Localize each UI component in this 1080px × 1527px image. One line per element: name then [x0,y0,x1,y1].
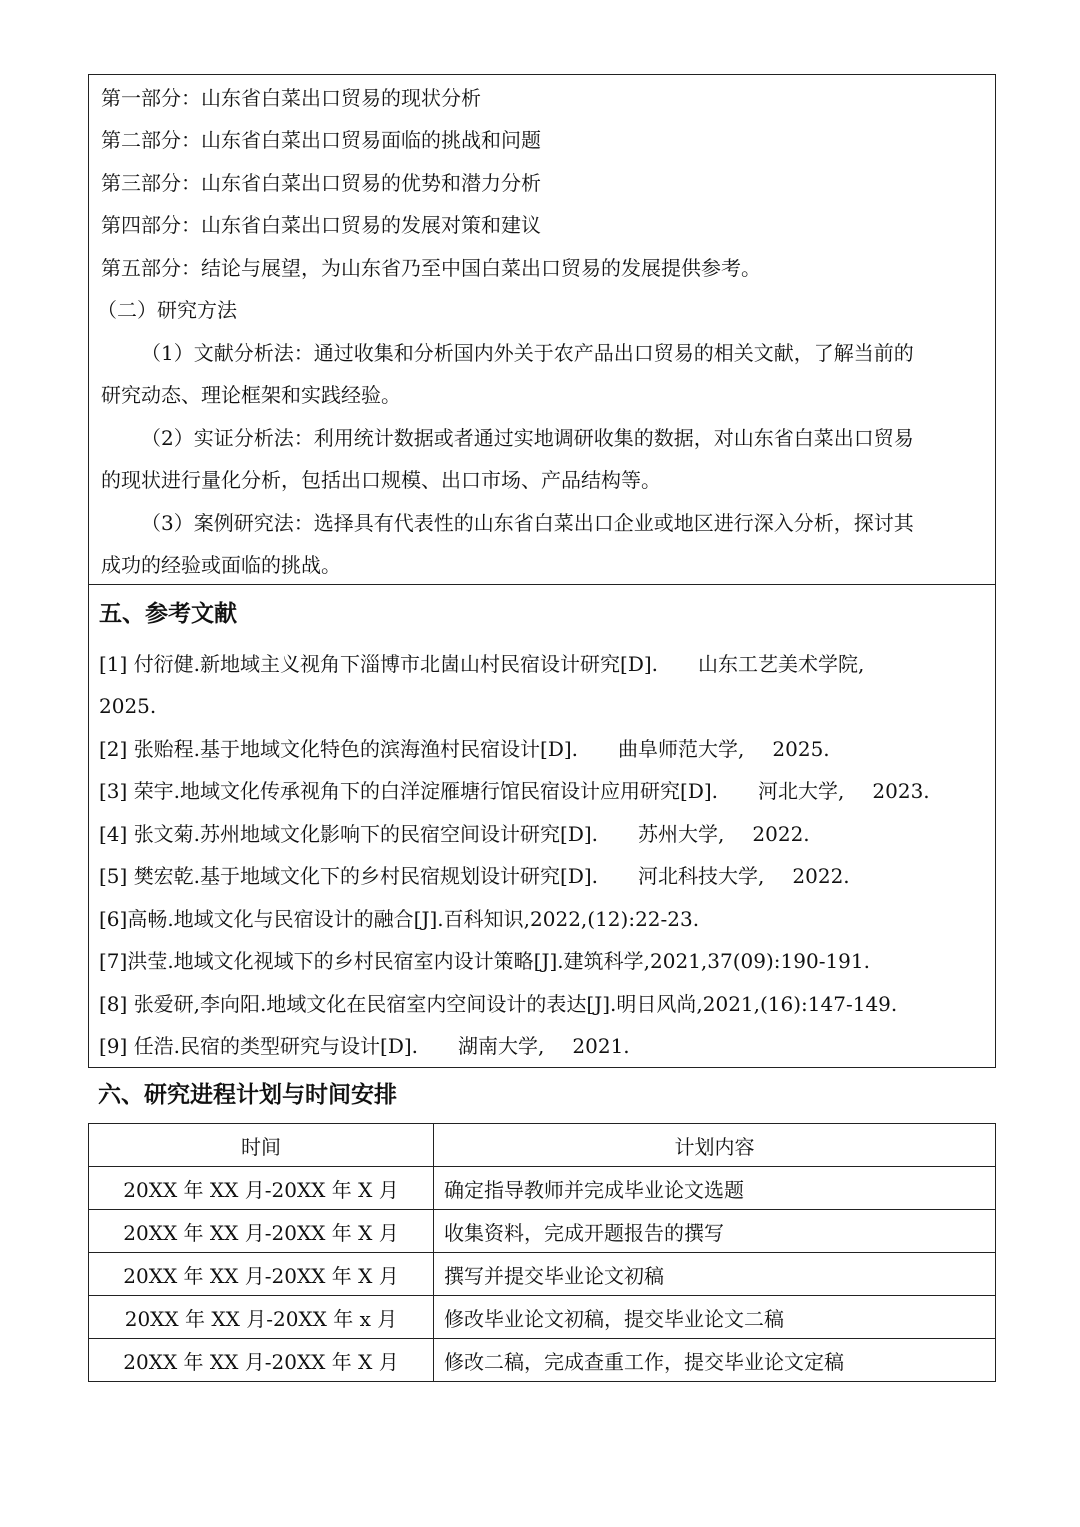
reference-item: [7]洪莹.地域文化视域下的乡村民宿室内设计策略[J].建筑科学,2021,37(09):190-191. [99,949,870,973]
reference-item: [1] 付衍健.新地域主义视角下淄博市北崮山村民宿设计研究[D]. 山东工艺美术学院, [99,652,865,676]
column-header-plan: 计划内容 [434,1124,996,1167]
table-row [89,1253,996,1296]
schedule-plan-cell: 收集资料，完成开题报告的撰写 [434,1210,996,1253]
table-row [89,1167,996,1210]
schedule-plan-cell: 修改二稿，完成查重工作，提交毕业论文定稿 [434,1339,996,1382]
method-line-3: （2）实证分析法：利用统计数据或者通过实地调研收集的数据，对山东省白菜出口贸易 [141,426,914,450]
method-line-1: （1）文献分析法：通过收集和分析国内外关于农产品出口贸易的相关文献，了解当前的 [141,341,914,365]
method-line-6: 成功的经验或面临的挑战。 [101,553,341,577]
schedule-plan-cell: 确定指导教师并完成毕业论文选题 [434,1167,996,1210]
table-row [89,1296,996,1339]
method-line-4: 的现状进行量化分析，包括出口规模、出口市场、产品结构等。 [101,468,661,492]
reference-item: [8] 张爱研,李向阳.地域文化在民宿室内空间设计的表达[J].明日风尚,2021,(16):147-149. [99,992,898,1016]
research-part-5: 第五部分：结论与展望，为山东省乃至中国白菜出口贸易的发展提供参考。 [101,256,761,280]
reference-item: [4] 张文菊.苏州地域文化影响下的民宿空间设计研究[D]. 苏州大学, 2022. [99,822,810,846]
methods-heading: （二）研究方法 [97,298,237,322]
reference-item: [2] 张贻程.基于地域文化特色的滨海渔村民宿设计[D]. 曲阜师范大学, 2025. [99,737,830,761]
schedule-plan-cell: 撰写并提交毕业论文初稿 [434,1253,996,1296]
research-part-3: 第三部分：山东省白菜出口贸易的优势和潜力分析 [101,171,541,195]
research-content-box [88,74,996,584]
schedule-heading: 六、研究进程计划与时间安排 [98,1081,397,1108]
method-line-5: （3）案例研究法：选择具有代表性的山东省白菜出口企业或地区进行深入分析，探讨其 [141,511,914,535]
schedule-time-cell: 20XX 年 XX 月-20XX 年 X 月 [89,1167,434,1210]
table-row [89,1210,996,1253]
schedule-time-cell: 20XX 年 XX 月-20XX 年 X 月 [89,1253,434,1296]
references-heading: 五、参考文献 [99,600,237,627]
research-part-2: 第二部分：山东省白菜出口贸易面临的挑战和问题 [101,128,541,152]
schedule-table [88,1123,996,1382]
method-line-2: 研究动态、理论框架和实践经验。 [101,383,401,407]
reference-item: [3] 荣宇.地域文化传承视角下的白洋淀雁塘行馆民宿设计应用研究[D]. 河北大学, 2023. [99,779,930,803]
table-header-row [89,1124,996,1167]
reference-item: [5] 樊宏乾.基于地域文化下的乡村民宿规划设计研究[D]. 河北科技大学, 2022. [99,864,850,888]
research-part-1: 第一部分：山东省白菜出口贸易的现状分析 [101,86,481,110]
reference-item: [6]高畅.地域文化与民宿设计的融合[J].百科知识,2022,(12):22-23. [99,907,700,931]
reference-item-continued: 2025. [99,694,157,718]
column-header-time: 时间 [89,1124,434,1167]
references-box [88,584,996,1068]
reference-item: [9] 任浩.民宿的类型研究与设计[D]. 湖南大学, 2021. [99,1034,630,1058]
schedule-plan-cell: 修改毕业论文初稿，提交毕业论文二稿 [434,1296,996,1339]
schedule-time-cell: 20XX 年 XX 月-20XX 年 X 月 [89,1339,434,1382]
schedule-time-cell: 20XX 年 XX 月-20XX 年 x 月 [89,1296,434,1339]
table-row [89,1339,996,1382]
schedule-time-cell: 20XX 年 XX 月-20XX 年 X 月 [89,1210,434,1253]
research-part-4: 第四部分：山东省白菜出口贸易的发展对策和建议 [101,213,541,237]
